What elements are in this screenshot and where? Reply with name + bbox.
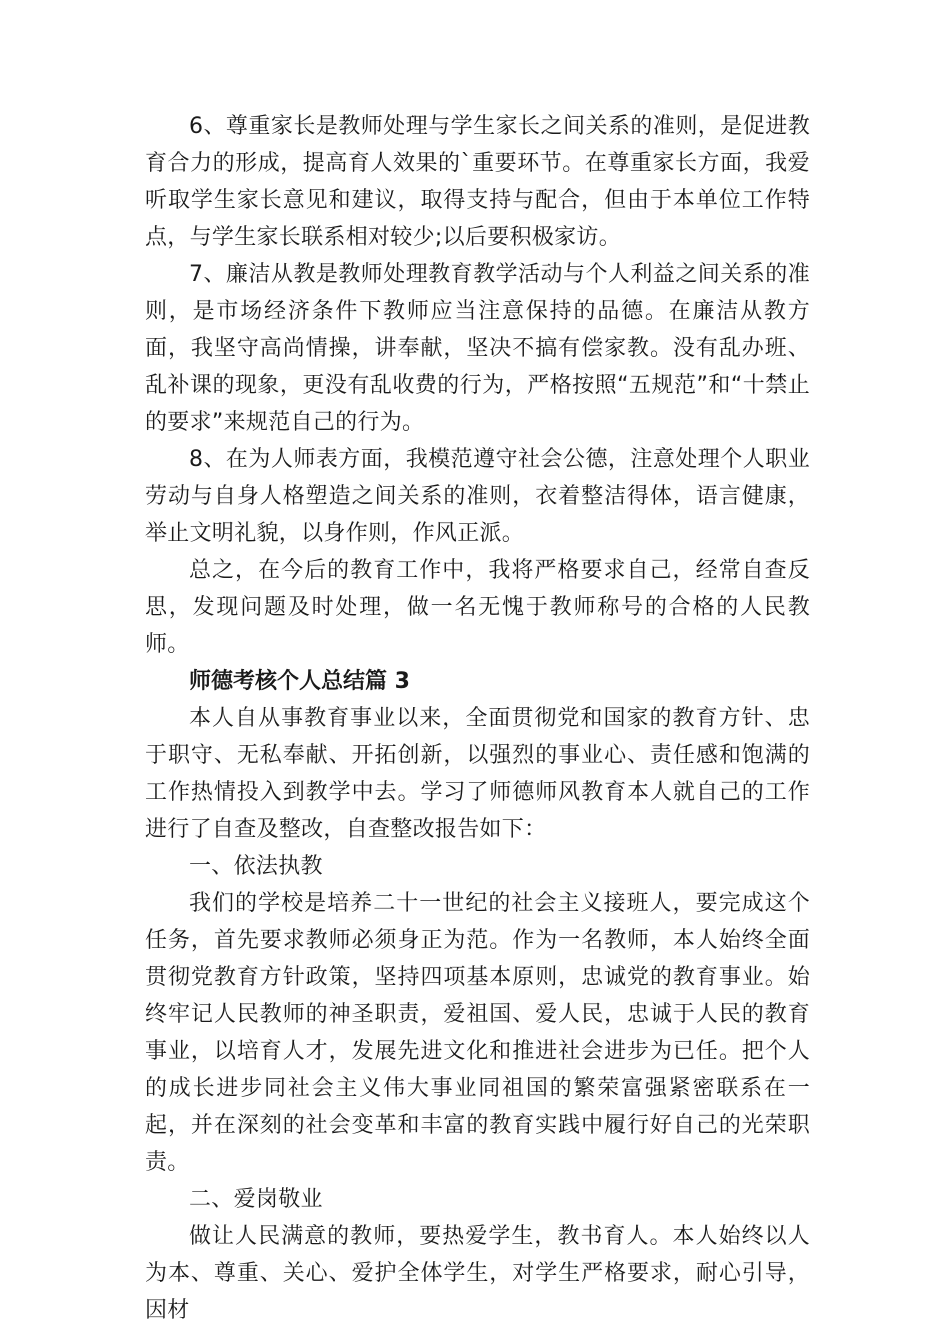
paragraph-dedication-body: 做让人民满意的教师，要热爱学生，教书育人。本人始终以人为本、尊重、关心、爱护全体学生，对学生严格要求，耐心引导，因材 [145, 1224, 810, 1323]
paragraph-item-7: 7、廉洁从教是教师处理教育教学活动与个人利益之间关系的准则，是市场经济条件下教师应当注意保持的品德。在廉洁从教方面，我坚守高尚情操，讲奉献，坚决不搞有偿家教。没有乱办班、乱补课的现象，更没有乱收费的行为，严格按照“五规范”和“十禁止的要求”来规范自己的行为。 [145, 262, 810, 435]
subheading-law: 一、依法执教 [189, 854, 323, 879]
paragraph-law-body: 我们的学校是培养二十一世纪的社会主义接班人，要完成这个任务，首先要求教师必须身正为范。作为一名教师，本人始终全面贯彻党教育方针政策，坚持四项基本原则，忠诚党的教育事业。始终牢记人民教师的神圣职责，爱祖国、爱人民，忠诚于人民的教育事业，以培育人才，发展先进文化和推进社会进步为已任。把个人的成长进步同社会主义伟大事业同祖国的繁荣富强紧密联系在一起，并在深刻的社会变革和丰富的教育实践中履行好自己的光荣职责。 [145, 891, 810, 1175]
section-title: 师德考核个人总结篇 3 [189, 669, 410, 694]
paragraph-item-8: 8、在为人师表方面，我模范遵守社会公德，注意处理个人职业劳动与自身人格塑造之间关系的准则，衣着整洁得体，语言健康，举止文明礼貌，以身作则，作风正派。 [145, 447, 810, 546]
paragraph-summary: 总之，在今后的教育工作中，我将严格要求自己，经常自查反思，发现问题及时处理，做一名无愧于教师称号的合格的人民教师。 [145, 558, 810, 657]
subheading-dedication: 二、爱岗敬业 [189, 1187, 323, 1212]
paragraph-intro: 本人自从事教育事业以来，全面贯彻党和国家的教育方针、忠于职守、无私奉献、开拓创新，以强烈的事业心、责任感和饱满的工作热情投入到教学中去。学习了师德师风教育本人就自己的工作进行了自查及整改，自查整改报告如下： [145, 706, 810, 842]
paragraph-item-6: 6、尊重家长是教师处理与学生家长之间关系的准则，是促进教育合力的形成，提高育人效果的`重要环节。在尊重家长方面，我爱听取学生家长意见和建议，取得支持与配合，但由于本单位工作特点，与学生家长联系相对较少;以后要积极家访。 [145, 114, 810, 250]
document-page [145, 108, 810, 1329]
